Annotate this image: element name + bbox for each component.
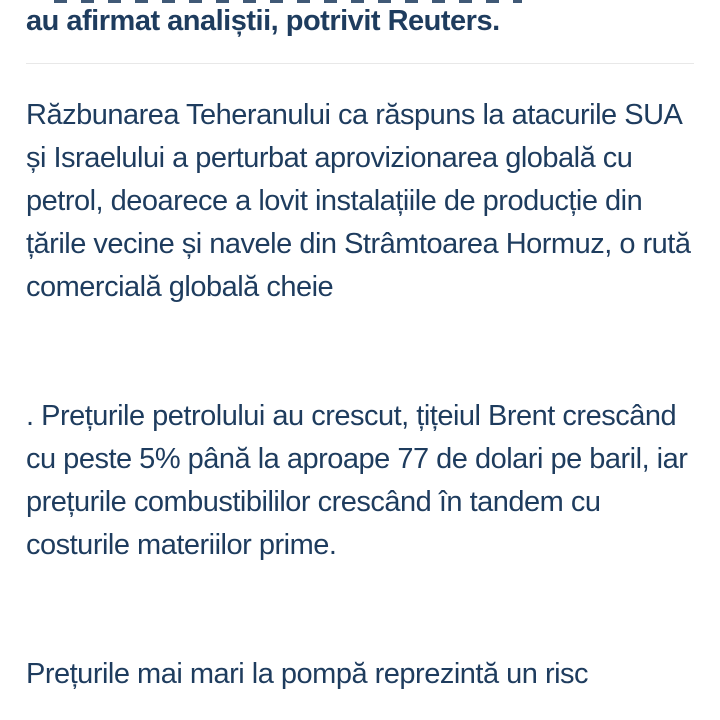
article-paragraph-2: . Prețurile petrolului au crescut, țițeiul Brent crescând cu peste 5% până la aproape 77 de dolari pe baril, iar prețurile combustibililor crescând în tandem cu costurile materiilor prime. [26,400,688,561]
clipped-text-fragment [54,0,522,3]
article-paragraph-3-truncated: Prețurile mai mari la pompă reprezintă un risc [26,658,589,690]
article-paragraph-1: Răzbunarea Teheranului ca răspuns la atacurile SUA și Israelului a perturbat aprovizionarea globală cu petrol, deoarece a lovit instalațiile de producție din țările vecine și navele din Strâmtoarea Hormuz, o rută comercială globală cheie [26,99,691,303]
article-lead-heading: au afirmat analiștii, potrivit Reuters. [26,5,500,37]
section-divider [26,63,694,64]
